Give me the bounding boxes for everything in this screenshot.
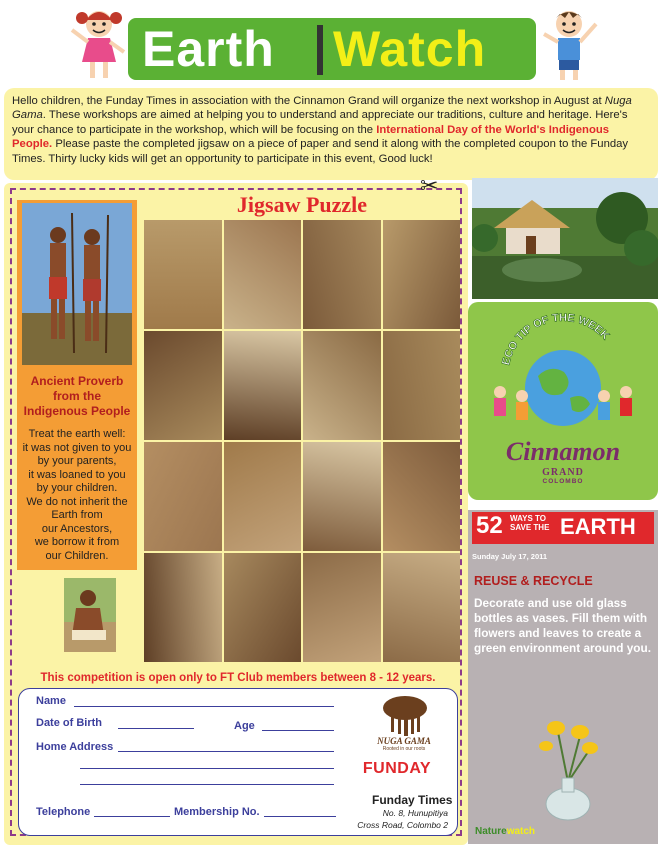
funday-times-name: Funday Times (372, 793, 453, 807)
title-banner (128, 18, 536, 80)
boy-cartoon-icon (538, 4, 600, 84)
header (0, 0, 662, 88)
jigsaw-tile[interactable] (383, 553, 461, 662)
flower-vase-photo (528, 712, 608, 822)
jigsaw-tile[interactable] (224, 331, 302, 440)
jigsaw-tile[interactable] (224, 553, 302, 662)
jigsaw-tile[interactable] (383, 442, 461, 551)
jigsaw-tile[interactable] (144, 220, 222, 329)
funday-logo: FUNDAY (362, 760, 432, 777)
title-divider (317, 25, 323, 75)
membership-field[interactable] (264, 816, 336, 817)
jigsaw-tile[interactable] (303, 442, 381, 551)
intro-text-3: Please paste the completed jigsaw on a piece of paper and send it along with the completed coupon to the Funday Times. Thirty lucky kids will get an opportunity to participate in this event, Good luck! (12, 138, 629, 165)
jigsaw-grid (144, 220, 460, 662)
intro-text (4, 88, 658, 180)
naturewatch-part-1: Nature (475, 826, 507, 837)
age-field[interactable] (262, 730, 334, 731)
proverb-line: Earth from (51, 509, 103, 521)
telephone-field[interactable] (94, 816, 170, 817)
naturewatch-logo (475, 826, 535, 837)
intro-nuga-gama: Nuga Gama (12, 95, 632, 122)
title-watch: Watch (333, 21, 487, 77)
cinnamon-city-text: COLOMBO (542, 478, 584, 485)
address-field-3[interactable] (80, 784, 334, 785)
intro-highlight: International Day of the World's Indigenous People. (12, 123, 610, 151)
name-field[interactable] (74, 706, 334, 707)
proverb-line: it was loaned to you (28, 468, 126, 481)
scissors-icon: ✂ (420, 174, 439, 199)
tip-text: Decorate and use old glass bottles as vases. Fill them with flowers and leaves to create a green environment around you. (474, 596, 651, 655)
address-label: Home Address (36, 741, 114, 753)
intro-text-1: Hello children, the Funday Times in association with the Cinnamon Grand will organize the next workshop in August at (12, 95, 605, 107)
jigsaw-tile[interactable] (224, 220, 302, 329)
membership-label: Membership No. (174, 806, 260, 818)
indigenous-men-photo (22, 203, 132, 365)
address-line-2: Cross Road, Colombo 2 (357, 820, 448, 830)
proverb-line: it was not given to you (22, 441, 132, 454)
telephone-label: Telephone (36, 806, 91, 818)
jigsaw-tile[interactable] (144, 553, 222, 662)
jigsaw-tile[interactable] (224, 442, 302, 551)
title-earth: Earth (142, 21, 275, 77)
girl-cartoon-icon (68, 4, 130, 84)
jigsaw-tile[interactable] (144, 331, 222, 440)
jigsaw-tile[interactable] (383, 331, 461, 440)
proverb-line: our Ancestors, (41, 522, 113, 535)
nuga-gama-name: NUGA GAMA (377, 736, 431, 746)
name-label: Name (36, 695, 66, 707)
age-label: Age (234, 720, 255, 732)
jigsaw-tile[interactable] (383, 220, 461, 329)
ways-label (510, 514, 550, 532)
competition-note: This competition is open only to FT Club members between 8 - 12 years. (40, 672, 436, 684)
village-hut-photo (472, 178, 658, 299)
proverb-line: we borrow it from (34, 536, 120, 548)
eco-tip-arc-text: ECO TIP OF THE WEEK (500, 311, 612, 367)
tip-section-title: REUSE & RECYCLE (474, 574, 593, 588)
issue-date: Sunday July 17, 2011 (472, 552, 548, 561)
jigsaw-tile[interactable] (303, 553, 381, 662)
cinnamon-logo: Cinnamon (505, 437, 621, 466)
proverb-line: We do not inherit the (26, 495, 128, 508)
proverb-line: by your parents, (37, 455, 117, 467)
nuga-gama-tagline: Rooted in our roots (382, 746, 426, 752)
jigsaw-tile[interactable] (303, 331, 381, 440)
puzzle-title: Jigsaw Puzzle (236, 192, 368, 217)
jigsaw-tile[interactable] (144, 442, 222, 551)
dob-label: Date of Birth (36, 717, 102, 729)
eco-tip-globe-icon (478, 306, 648, 436)
naturewatch-part-2: watch (506, 826, 536, 837)
proverb-line: our Children. (45, 549, 109, 562)
cinnamon-grand-text: GRAND (542, 467, 584, 478)
address-line-1: No. 8, Hunupitiya (382, 808, 448, 818)
proverb-text (20, 428, 134, 563)
proverb-line: Treat the earth well: (28, 428, 126, 440)
address-field-2[interactable] (80, 768, 334, 769)
ways-earth-text: EARTH (560, 514, 636, 539)
seated-man-photo (64, 578, 116, 652)
jigsaw-tile[interactable] (303, 220, 381, 329)
ways-number: 52 (476, 512, 503, 539)
proverb-line: by your children. (36, 482, 118, 494)
address-field-1[interactable] (118, 751, 334, 752)
proverb-title: Ancient Proverb from the Indigenous People (23, 374, 131, 418)
intro-text-2: . These workshops are aimed at helping you to understand and appreciate our traditions, culture and heritage. Here's your chance to participate in the workshop, which will be focusing on the (12, 109, 628, 136)
ways-line-1: WAYS TO (510, 514, 547, 523)
dob-field[interactable] (118, 728, 194, 729)
ways-line-2: SAVE THE (510, 523, 550, 532)
